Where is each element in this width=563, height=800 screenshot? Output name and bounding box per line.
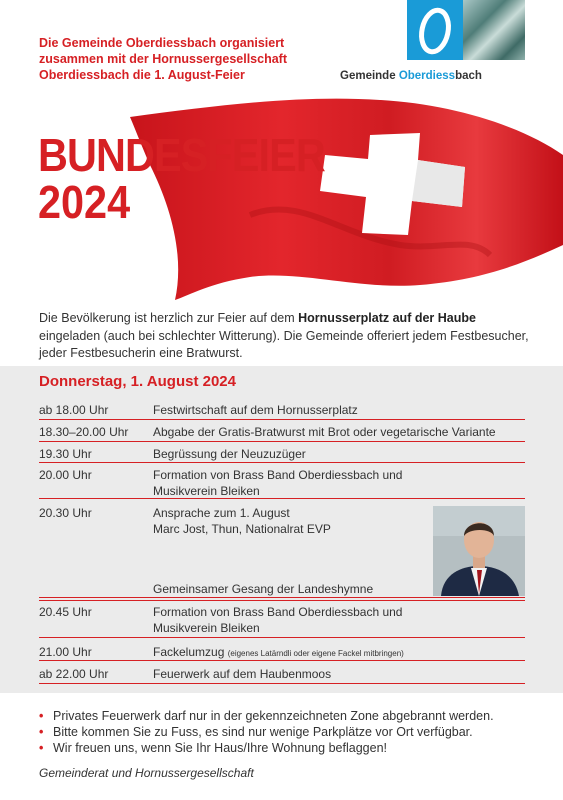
page-title: BUNDESFEIER bbox=[38, 129, 325, 181]
schedule-desc: Begrüssung der Neuzuzüger bbox=[153, 447, 306, 461]
row-divider bbox=[39, 660, 525, 661]
schedule-row bbox=[39, 640, 525, 661]
organizer-line-1: Die Gemeinde Oberdiessbach organisiert bbox=[39, 36, 285, 50]
speaker-name: Marc Jost, Thun, Nationalrat EVP bbox=[153, 522, 331, 536]
schedule-desc: Feuerwerk auf dem Haubenmoos bbox=[153, 667, 332, 681]
speaker-photo-icon bbox=[433, 506, 525, 596]
organizer-line-2: zusammen mit der Hornussergesellschaft bbox=[39, 52, 287, 66]
schedule-desc-note: (eigenes Latärndli oder eigene Fackel mitbringen) bbox=[227, 649, 404, 658]
organizer-text bbox=[39, 35, 329, 83]
list-item: • Privates Feuerwerk darf nur in der gekennzeichneten Zone abgebrannt werden. bbox=[39, 709, 494, 723]
speaker-portrait bbox=[433, 506, 525, 596]
schedule-row bbox=[39, 442, 525, 463]
organizer-line-3: Oberdiessbach die 1. August-Feier bbox=[39, 68, 245, 82]
row-divider bbox=[39, 637, 525, 638]
intro-paragraph: Die Bevölkerung ist herzlich zur Feier auf dem Hornusserplatz auf der Haube eingeladen (auch bei schlechter Witterung). Die Gemeinde offeriert jedem Festbesucher, jeder Festbesucherin eine Bratwurst. bbox=[39, 311, 529, 360]
schedule-desc-line-2: Musikverein Bleiken bbox=[153, 484, 260, 498]
schedule-desc-line-2: Musikverein Bleiken bbox=[153, 621, 260, 635]
schedule-time: 20.45 Uhr bbox=[39, 605, 92, 619]
municipality-logo bbox=[407, 0, 463, 60]
title-year: 2024 bbox=[38, 176, 131, 228]
schedule-time: ab 18.00 Uhr bbox=[39, 403, 109, 417]
list-item: • Wir freuen uns, wenn Sie Ihr Haus/Ihre Wohnung beflaggen! bbox=[39, 741, 387, 755]
schedule-time: 21.00 Uhr bbox=[39, 645, 92, 659]
notes-list bbox=[39, 708, 529, 756]
row-divider bbox=[39, 600, 525, 601]
logo-landscape-image bbox=[463, 0, 525, 60]
municipality-name: Gemeinde Oberdiessbach bbox=[340, 70, 482, 82]
schedule-desc-anthem: Gemeinsamer Gesang der Landeshymne bbox=[153, 582, 374, 596]
location-highlight: Hornusserplatz auf der Haube bbox=[298, 311, 476, 325]
signature: Gemeinderat und Hornussergesellschaft bbox=[39, 766, 254, 780]
schedule-desc: Fackelumzug bbox=[153, 645, 225, 659]
row-divider bbox=[39, 498, 525, 499]
schedule-desc: Formation von Brass Band Oberdiessbach und bbox=[153, 468, 403, 482]
schedule-time: 20.30 Uhr bbox=[39, 506, 92, 520]
list-item: • Bitte kommen Sie zu Fuss, es sind nur wenige Parkplätze vor Ort verfügbar. bbox=[39, 725, 473, 739]
schedule-desc: Festwirtschaft auf dem Hornusserplatz bbox=[153, 403, 358, 417]
schedule-row bbox=[39, 398, 525, 420]
schedule-time: 19.30 Uhr bbox=[39, 447, 92, 461]
row-divider bbox=[39, 683, 525, 684]
schedule-row bbox=[39, 420, 525, 442]
schedule-time: 20.00 Uhr bbox=[39, 468, 92, 482]
schedule-time: ab 22.00 Uhr bbox=[39, 667, 109, 681]
schedule-day-title: Donnerstag, 1. August 2024 bbox=[39, 373, 236, 390]
schedule-desc: Ansprache zum 1. August bbox=[153, 506, 290, 520]
schedule-time: 18.30–20.00 Uhr bbox=[39, 425, 129, 439]
row-divider bbox=[39, 597, 525, 598]
bullet-icon: • bbox=[39, 741, 44, 755]
bullet-icon: • bbox=[39, 725, 44, 739]
schedule-desc: Formation von Brass Band Oberdiessbach und bbox=[153, 605, 403, 619]
schedule-row bbox=[39, 662, 525, 684]
bullet-icon: • bbox=[39, 709, 44, 723]
schedule-row bbox=[39, 463, 525, 499]
schedule-desc: Abgabe der Gratis-Bratwurst mit Brot oder vegetarische Variante bbox=[153, 425, 496, 439]
logo-o-icon bbox=[407, 0, 463, 60]
schedule-row bbox=[39, 600, 525, 638]
